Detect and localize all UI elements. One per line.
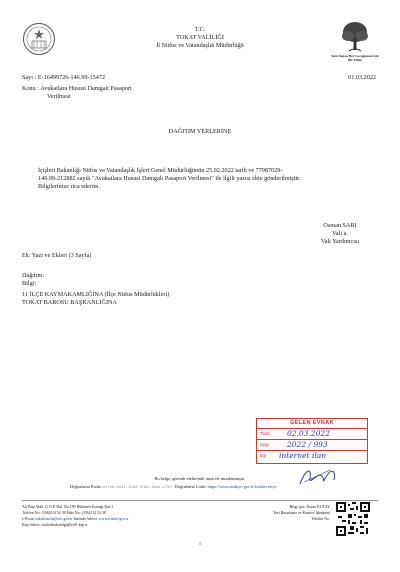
header-tc: T.C.: [194, 26, 206, 33]
body-paragraph-line-3: Bilgilerinize rica ederim.: [38, 183, 101, 190]
stamp-related-value: internet ilan: [279, 451, 327, 460]
page-number: 1: [198, 541, 202, 546]
header-governorship: TOKAT VALİLİĞİ: [176, 34, 224, 41]
address-line-1: Ali Paşa Mah. G.O.P. Bul. No:189 Hükümet Konağı Kat:1: [22, 505, 114, 509]
footer-divider: [22, 500, 378, 501]
signer-title-1: Vali a.: [332, 230, 348, 237]
attachments-line: Ek: Yazı ve Ekleri (3 Sayfa): [22, 252, 92, 259]
tree-campaign-logo: [330, 18, 380, 68]
contact-line-3: Telefon No:: [311, 517, 330, 521]
signer-title-2: Vali Yardımcısı: [320, 238, 360, 245]
website-label: İnternet Adresi:: [72, 517, 99, 521]
subject-line-2: Verilmesi: [47, 93, 71, 100]
subject-line-1: Konu : Avukatlara Hususi Damgalı Pasaport: [22, 85, 132, 92]
verification-code: [70, 484, 276, 489]
address-line-4: Kep Adresi: icisleribakanligi@hs01.kep.tr: [22, 523, 88, 527]
stamp-number-value: 2022 / 993: [287, 440, 328, 449]
distribution-item: TOKAT BAROSU BAŞKANLIĞINA: [22, 299, 117, 306]
contact-line-2: Veri Hazırlama ve Kontrol İşletmeni: [273, 511, 330, 515]
handwritten-signature: [296, 464, 340, 490]
email-link[interactable]: tokatilnufus@nvi.gov.tr: [35, 517, 73, 521]
stamp-title: GELEN EVRAK: [290, 420, 334, 426]
qr-code: [336, 502, 370, 536]
address-line-3: [22, 517, 128, 522]
stamp-date-value: 02.03.2022: [287, 429, 330, 438]
distribution-label: Dağıtım:: [22, 272, 44, 279]
stamp-date-label: Tarih: [260, 431, 270, 436]
stamp-number-label: Sayı: [260, 442, 270, 447]
distribution-bilgi-label: Bilgi:: [22, 280, 37, 287]
header-directorate: İl Nüfus ve Vatandaşlık Müdürlüğü: [156, 42, 244, 49]
document-number: Sayı : E-16499726-146.99-15472: [22, 74, 106, 81]
contact-line-1: Bilgi için: Duran KUTAY: [289, 505, 330, 509]
distribution-heading: DAĞITIM YERLERİNE: [168, 128, 232, 135]
e-signature-note: Bu belge, güvenli elektronik imza ile imzalanmıştır.: [154, 476, 246, 481]
verification-link[interactable]: https://www.turkiye.gov.tr/icisleri-ebys: [207, 484, 277, 489]
verification-link-label: Doğrulama Linki:: [174, 484, 207, 489]
signer-name: Osman SARI: [323, 222, 357, 229]
document-date: 01.03.2022: [348, 74, 376, 81]
website-link[interactable]: www.icisleri.gov.tr: [98, 517, 129, 521]
body-paragraph-line-1: İçişleri Bakanlığı Nüfus ve Vatandaşlık İşleri Genel Müdürlüğünün 25.02.2022 tarih ve 77987029-: [38, 167, 283, 174]
distribution-item: 11 İLÇE KAYMAKAMLIĞINA (İlçe Nüfus Müdürlükleri): [22, 291, 170, 298]
incoming-document-stamp: [256, 418, 368, 464]
body-paragraph-line-2: 146.99-212882 sayılı "Avukatlara Hususi Damgalı Pasaport Verilmesi" ile ilgili yazısı ekte gönderilmiştir.: [38, 175, 301, 182]
tree-logo-caption: Yeni Doğan Her Çocuğumuz İçin Bir Fidan: [331, 54, 379, 62]
address-line-2: Telefon No: (356)214 54 38 Faks No: (356)214 54 38: [22, 511, 106, 515]
verification-code-value: a7f2b-9e41-3c6d-5f80-1bae-c72d: [102, 484, 172, 489]
email-label: e-Posta:: [22, 517, 36, 521]
stamp-related-label: İlgi: [260, 453, 266, 458]
verification-code-label: Doğrulama Kodu:: [70, 484, 102, 489]
ministry-emblem: [22, 22, 56, 56]
